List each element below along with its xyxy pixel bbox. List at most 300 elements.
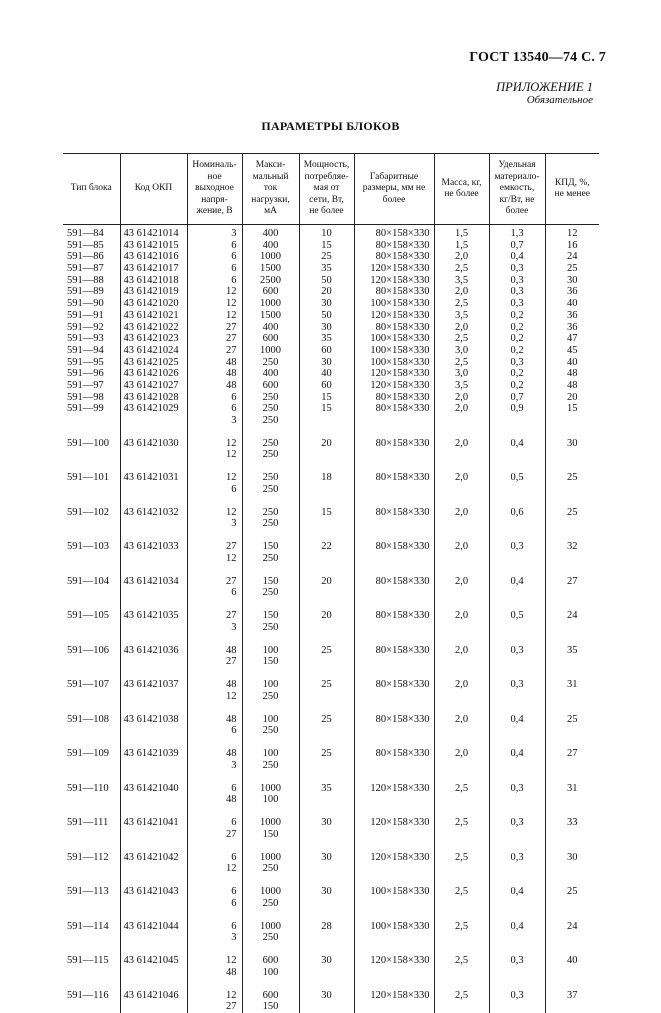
table-cell: 24 [545, 599, 599, 634]
table-cell: 120×158×330 [354, 380, 434, 392]
table-cell: 591—96 [67, 368, 104, 380]
table-cell: 6 [187, 251, 242, 263]
table-cell: 2,0 [434, 495, 489, 530]
table-cell: 25 [545, 495, 599, 530]
table-cell: 27 6 [187, 564, 242, 599]
table-cell: 600 150 [242, 978, 299, 1013]
table-row [63, 368, 599, 380]
table-cell: 80×158×330 [354, 564, 434, 599]
table-cell: 2,5 [434, 875, 489, 910]
table-row [63, 392, 599, 404]
table-cell: 43 61421036 [120, 633, 187, 668]
table-cell: 591—116 [67, 989, 109, 1001]
table-cell: 10 [299, 228, 354, 240]
table-cell: 591—108 [67, 713, 109, 725]
column-header: Удельная материало- емкость, кг/Вт, не более [489, 154, 545, 225]
table-cell: 1500 [242, 263, 299, 275]
table-cell: 43 61421031 [120, 461, 187, 496]
table-row [63, 875, 599, 910]
table-cell: 0,2 [489, 380, 545, 392]
table-cell: 0,3 [489, 263, 545, 275]
table-cell: 27 12 [187, 530, 242, 565]
table-cell: 60 [299, 345, 354, 357]
table-cell: 25 [299, 251, 354, 263]
table-cell: 1500 [242, 310, 299, 322]
table-cell: 250 250 [242, 495, 299, 530]
table-cell: 0,2 [489, 345, 545, 357]
table-cell: 6 3 [187, 403, 242, 426]
table-cell: 35 [545, 633, 599, 668]
table-cell: 591—97 [67, 379, 104, 391]
table-cell: 2,0 [434, 426, 489, 461]
table-row [63, 240, 599, 252]
table-cell: 43 61421025 [120, 357, 187, 369]
table-cell: 30 [545, 275, 599, 287]
table-header-row [63, 154, 599, 225]
table-cell: 25 [299, 737, 354, 772]
table-cell: 43 61421035 [120, 599, 187, 634]
table-cell: 591—99 [67, 403, 104, 415]
table-cell: 591—94 [67, 344, 104, 356]
table-cell: 0,5 [489, 461, 545, 496]
table-cell: 30 [545, 426, 599, 461]
table-cell: 20 [545, 392, 599, 404]
table-cell: 12 [545, 228, 599, 240]
table-cell: 591—91 [67, 309, 104, 321]
table-row [63, 380, 599, 392]
table-cell: 400 [242, 228, 299, 240]
table-cell: 0,6 [489, 495, 545, 530]
table-cell: 0,2 [489, 333, 545, 345]
table-cell: 30 [299, 840, 354, 875]
table-row [63, 286, 599, 298]
table-cell: 1000 [242, 251, 299, 263]
table-cell: 591—115 [67, 955, 109, 967]
table-cell: 30 [299, 322, 354, 334]
table-cell: 15 [299, 495, 354, 530]
table-cell: 591—90 [67, 298, 104, 310]
table-cell: 80×158×330 [354, 240, 434, 252]
table-cell: 25 [545, 702, 599, 737]
table-cell: 0,7 [489, 392, 545, 404]
table-cell: 80×158×330 [354, 286, 434, 298]
table-cell: 80×158×330 [354, 668, 434, 703]
table-cell: 40 [545, 357, 599, 369]
table-cell: 35 [299, 263, 354, 275]
table-cell: 591—104 [67, 575, 109, 587]
table-cell: 30 [299, 806, 354, 841]
table-cell: 150 250 [242, 564, 299, 599]
table-row [63, 495, 599, 530]
table-cell: 43 61421017 [120, 263, 187, 275]
table-cell: 43 61421041 [120, 806, 187, 841]
table-cell: 12 3 [187, 495, 242, 530]
table-cell: 22 [299, 530, 354, 565]
table-row [63, 357, 599, 369]
table-cell: 591—106 [67, 644, 109, 656]
table-cell: 6 [187, 275, 242, 287]
table-cell: 2,5 [434, 944, 489, 979]
table-cell: 25 [545, 461, 599, 496]
table-cell: 2,5 [434, 357, 489, 369]
table-cell: 6 3 [187, 909, 242, 944]
table-cell: 12 6 [187, 461, 242, 496]
table-cell: 1000 100 [242, 771, 299, 806]
column-header: Тип блока [63, 154, 120, 225]
table-cell: 1000 150 [242, 806, 299, 841]
table-cell: 20 [299, 426, 354, 461]
table-cell: 6 48 [187, 771, 242, 806]
table-cell: 2,0 [434, 251, 489, 263]
table-cell: 591—101 [67, 472, 109, 484]
table-cell: 120×158×330 [354, 944, 434, 979]
table-row [63, 310, 599, 322]
table-cell: 250 250 [242, 403, 299, 426]
table-cell: 0,4 [489, 564, 545, 599]
table-cell: 100×158×330 [354, 909, 434, 944]
table-cell: 36 [545, 310, 599, 322]
table-row [63, 771, 599, 806]
table-cell: 43 61421032 [120, 495, 187, 530]
table-cell: 30 [545, 840, 599, 875]
table-cell: 1000 250 [242, 909, 299, 944]
table-cell: 33 [545, 806, 599, 841]
table-title: ПАРАМЕТРЫ БЛОКОВ [261, 119, 400, 133]
table-cell: 3,5 [434, 310, 489, 322]
table-cell: 43 61421015 [120, 240, 187, 252]
table-cell: 0,3 [489, 633, 545, 668]
table-row [63, 461, 599, 496]
table-cell: 12 [187, 298, 242, 310]
table-cell: 12 48 [187, 944, 242, 979]
table-cell: 600 [242, 333, 299, 345]
table-cell: 0,3 [489, 298, 545, 310]
table-cell: 80×158×330 [354, 392, 434, 404]
table-cell: 2,5 [434, 333, 489, 345]
table-cell: 80×158×330 [354, 633, 434, 668]
table-cell: 100×158×330 [354, 333, 434, 345]
table-cell: 591—112 [67, 851, 109, 863]
table-cell: 80×158×330 [354, 322, 434, 334]
table-cell: 43 61421018 [120, 275, 187, 287]
table-cell: 591—98 [67, 391, 104, 403]
table-cell: 100 250 [242, 702, 299, 737]
table-cell: 27 [187, 333, 242, 345]
table-cell: 591—86 [67, 251, 104, 263]
column-header: Габаритные размеры, мм не более [354, 154, 434, 225]
table-cell: 80×158×330 [354, 530, 434, 565]
table-cell: 36 [545, 286, 599, 298]
table-cell: 3,0 [434, 368, 489, 380]
table-cell: 0,3 [489, 806, 545, 841]
table-cell: 43 61421034 [120, 564, 187, 599]
table-cell: 120×158×330 [354, 275, 434, 287]
table-cell: 30 [299, 978, 354, 1013]
table-cell: 30 [299, 944, 354, 979]
table-cell: 2,5 [434, 840, 489, 875]
table-cell: 591—95 [67, 356, 104, 368]
table-cell: 250 250 [242, 426, 299, 461]
table-cell: 2,0 [434, 403, 489, 426]
table-cell: 80×158×330 [354, 426, 434, 461]
table-cell: 15 [299, 403, 354, 426]
table-cell: 43 61421020 [120, 298, 187, 310]
table-cell: 43 61421028 [120, 392, 187, 404]
table-cell: 20 [299, 564, 354, 599]
table-cell: 43 61421046 [120, 978, 187, 1013]
table-cell: 3 [187, 228, 242, 240]
table-cell: 25 [545, 263, 599, 275]
table-cell: 1,3 [489, 228, 545, 240]
table-cell: 591—93 [67, 333, 104, 345]
table-cell: 43 61421029 [120, 403, 187, 426]
column-header: Номиналь- ное выходное напря- жение, В [187, 154, 242, 225]
table-cell: 6 [187, 263, 242, 275]
table-cell: 24 [545, 909, 599, 944]
table-cell: 27 [545, 564, 599, 599]
table-cell: 6 [187, 392, 242, 404]
table-cell: 0,3 [489, 275, 545, 287]
table-cell: 43 61421026 [120, 368, 187, 380]
table-cell: 120×158×330 [354, 368, 434, 380]
table-cell: 18 [299, 461, 354, 496]
table-cell: 48 [187, 357, 242, 369]
table-cell: 60 [299, 380, 354, 392]
table-cell: 15 [299, 240, 354, 252]
table-cell: 35 [299, 333, 354, 345]
table-row [63, 333, 599, 345]
table-cell: 31 [545, 668, 599, 703]
table-cell: 36 [545, 322, 599, 334]
table-cell: 2,5 [434, 806, 489, 841]
appendix-status: Обязательное [526, 94, 593, 106]
table-cell: 2,0 [434, 633, 489, 668]
table-cell: 0,4 [489, 426, 545, 461]
table-cell: 120×158×330 [354, 806, 434, 841]
table-cell: 0,9 [489, 403, 545, 426]
table-cell: 43 61421042 [120, 840, 187, 875]
table-cell: 27 [187, 345, 242, 357]
table-cell: 50 [299, 310, 354, 322]
table-cell: 120×158×330 [354, 840, 434, 875]
table-cell: 400 [242, 240, 299, 252]
table-cell: 27 3 [187, 599, 242, 634]
table-row [63, 840, 599, 875]
table-cell: 35 [299, 771, 354, 806]
table-cell: 30 [299, 357, 354, 369]
table-row [63, 668, 599, 703]
table-cell: 32 [545, 530, 599, 565]
table-cell: 28 [299, 909, 354, 944]
table-cell: 591—88 [67, 274, 104, 286]
table-cell: 600 [242, 380, 299, 392]
table-cell: 250 [242, 357, 299, 369]
table-cell: 0,4 [489, 737, 545, 772]
column-header: Код ОКП [120, 154, 187, 225]
table-cell: 43 61421016 [120, 251, 187, 263]
table-row [63, 322, 599, 334]
table-cell: 0,3 [489, 530, 545, 565]
table-cell: 80×158×330 [354, 737, 434, 772]
table-cell: 48 [545, 368, 599, 380]
table-cell: 591—92 [67, 321, 104, 333]
table-cell: 120×158×330 [354, 771, 434, 806]
table-row [63, 633, 599, 668]
table-cell: 591—87 [67, 263, 104, 275]
table-cell: 2,0 [434, 392, 489, 404]
table-cell: 100 250 [242, 737, 299, 772]
table-cell: 591—114 [67, 920, 109, 932]
table-cell: 80×158×330 [354, 251, 434, 263]
table-cell: 2,5 [434, 909, 489, 944]
table-cell: 43 61421043 [120, 875, 187, 910]
table-cell: 0,4 [489, 702, 545, 737]
page-header: ГОСТ 13540—74 С. 7 [469, 50, 606, 65]
table-cell: 0,3 [489, 840, 545, 875]
table-cell: 3,5 [434, 380, 489, 392]
table-cell: 0,3 [489, 944, 545, 979]
table-cell: 3,0 [434, 345, 489, 357]
column-header: Мощность, потребляе- мая от сети, Вт, не более [299, 154, 354, 225]
table-row [63, 737, 599, 772]
table-cell: 40 [545, 944, 599, 979]
parameters-table [63, 153, 599, 1013]
table-cell: 15 [299, 392, 354, 404]
table-row [63, 426, 599, 461]
table-cell: 12 [187, 310, 242, 322]
table-cell: 600 100 [242, 944, 299, 979]
table-cell: 1000 [242, 345, 299, 357]
table-cell: 25 [299, 633, 354, 668]
table-cell: 48 6 [187, 702, 242, 737]
table-cell: 40 [299, 368, 354, 380]
table-cell: 43 61421024 [120, 345, 187, 357]
table-cell: 25 [299, 702, 354, 737]
table-cell: 100×158×330 [354, 345, 434, 357]
table-row [63, 275, 599, 287]
table-cell: 100×158×330 [354, 357, 434, 369]
table-cell: 6 12 [187, 840, 242, 875]
table-row [63, 298, 599, 310]
table-cell: 0,5 [489, 599, 545, 634]
table-cell: 12 [187, 286, 242, 298]
table-cell: 43 61421019 [120, 286, 187, 298]
table-row [63, 978, 599, 1013]
column-header: Масса, кг, не более [434, 154, 489, 225]
table-cell: 591—89 [67, 286, 104, 298]
table-cell: 16 [545, 240, 599, 252]
table-cell: 25 [299, 668, 354, 703]
table-cell: 2,0 [434, 737, 489, 772]
table-row [63, 403, 599, 426]
table-cell: 0,3 [489, 771, 545, 806]
table-cell: 6 27 [187, 806, 242, 841]
table-row [63, 702, 599, 737]
table-cell: 591—103 [67, 541, 109, 553]
table-cell: 100×158×330 [354, 298, 434, 310]
table-cell: 250 250 [242, 461, 299, 496]
table-cell: 150 250 [242, 530, 299, 565]
table-cell: 591—84 [67, 228, 104, 239]
table-cell: 2,5 [434, 771, 489, 806]
table-cell: 2,5 [434, 298, 489, 310]
table-row [63, 345, 599, 357]
table-cell: 2,5 [434, 263, 489, 275]
table-cell: 43 61421039 [120, 737, 187, 772]
table-cell: 48 [545, 380, 599, 392]
table-cell: 1000 [242, 298, 299, 310]
table-cell: 1,5 [434, 228, 489, 240]
table-row [63, 530, 599, 565]
table-cell: 0,3 [489, 357, 545, 369]
table-cell: 30 [299, 298, 354, 310]
table-cell: 12 27 [187, 978, 242, 1013]
table-cell: 591—113 [67, 886, 109, 898]
table-cell: 12 12 [187, 426, 242, 461]
table-cell: 591—102 [67, 506, 109, 518]
table-cell: 48 27 [187, 633, 242, 668]
table-cell: 0,2 [489, 310, 545, 322]
table-cell: 591—109 [67, 748, 109, 760]
appendix-title: ПРИЛОЖЕНИЕ 1 [496, 80, 593, 94]
table-cell: 6 6 [187, 875, 242, 910]
table-cell: 600 [242, 286, 299, 298]
table-cell: 48 [187, 368, 242, 380]
table-cell: 120×158×330 [354, 310, 434, 322]
table-cell: 43 61421023 [120, 333, 187, 345]
table-cell: 1,5 [434, 240, 489, 252]
table-cell: 27 [187, 322, 242, 334]
table-cell: 0,2 [489, 368, 545, 380]
table-cell: 1000 250 [242, 840, 299, 875]
table-cell: 80×158×330 [354, 461, 434, 496]
table-row [63, 599, 599, 634]
table-cell: 591—107 [67, 679, 109, 691]
table-cell: 1000 250 [242, 875, 299, 910]
table-cell: 6 [187, 240, 242, 252]
table-cell: 2,0 [434, 286, 489, 298]
column-header: Макси- мальный ток нагрузки, мА [242, 154, 299, 225]
table-cell: 100×158×330 [354, 875, 434, 910]
table-cell: 80×158×330 [354, 228, 434, 240]
table-cell: 80×158×330 [354, 403, 434, 426]
table-cell: 0,3 [489, 978, 545, 1013]
table-cell: 43 61421044 [120, 909, 187, 944]
table-cell: 43 61421027 [120, 380, 187, 392]
table-cell: 400 [242, 322, 299, 334]
table-cell: 31 [545, 771, 599, 806]
table-cell: 45 [545, 345, 599, 357]
table-cell: 43 61421030 [120, 426, 187, 461]
table-cell: 100 150 [242, 633, 299, 668]
table-cell: 0,3 [489, 286, 545, 298]
table-cell: 2,0 [434, 461, 489, 496]
table-cell: 50 [299, 275, 354, 287]
table-row [63, 806, 599, 841]
table-cell: 25 [545, 875, 599, 910]
table-cell: 0,7 [489, 240, 545, 252]
table-cell: 40 [545, 298, 599, 310]
table-cell: 43 61421033 [120, 530, 187, 565]
table-cell: 591—105 [67, 610, 109, 622]
table-cell: 43 61421021 [120, 310, 187, 322]
table-cell: 48 12 [187, 668, 242, 703]
table-cell: 15 [545, 403, 599, 426]
table-cell: 43 61421040 [120, 771, 187, 806]
table-cell: 43 61421014 [120, 228, 187, 240]
table-cell: 43 61421022 [120, 322, 187, 334]
column-header: КПД, %, не менее [545, 154, 599, 225]
